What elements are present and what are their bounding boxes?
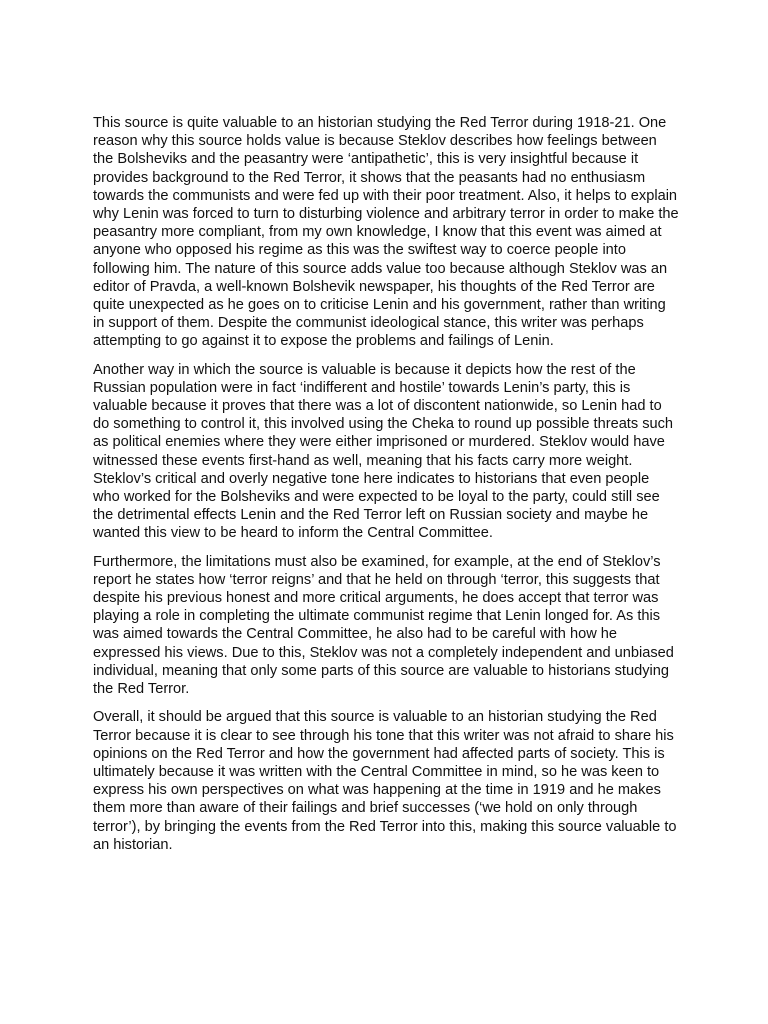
paragraph-2: Another way in which the source is valuable is because it depicts how the rest of the Russian population were in fact ‘indifferent and hostile’ towards Lenin’s party, this is valuable because it proves that there was a lot of discontent nationwide, so Lenin had to do something to control it, this involved using the Cheka to round up possible threats such as political enemies where they were either imprisoned or murdered. Steklov would have witnessed these events first-hand as well, meaning that his facts carry more weight. Steklov’s critical and overly negative tone here indicates to historians that even people who worked for the Bolsheviks and were expected to be loyal to the party, could still see the detrimental effects Lenin and the Red Terror left on Russian society and maybe he wanted this view to be heard to inform the Central Committee.	[93, 361, 674, 542]
paragraph-3: Furthermore, the limitations must also be examined, for example, at the end of Steklov’s report he states how ‘terror reigns’ and that he held on through ‘terror, this suggests that despite his previous honest and more critical arguments, he does accept that terror was playing a role in completing the ultimate communist regime that Lenin longed for. As this was aimed towards the Central Committee, he also had to be careful with how he expressed his views. Due to this, Steklov was not a completely independent and unbiased individual, meaning that only some parts of this source are valuable to historians studying the Red Terror.	[93, 553, 674, 698]
paragraph-4: Overall, it should be argued that this source is valuable to an historian studying the Red Terror because it is clear to see through his tone that this writer was not afraid to share his opinions on the Red Terror and how the government had affected parts of society. This is ultimately because it was written with the Central Committee in mind, so he was keen to express his own perspectives on what was happening at the time in 1919 and he makes them more than aware of their failings and brief successes (‘we hold on only through terror’), by bringing the events from the Red Terror into this, making this source valuable to an historian.	[93, 709, 677, 853]
paragraph-1: This source is quite valuable to an historian studying the Red Terror during 1918-21. One reason why this source holds value is because Steklov describes how feelings between the Bolsheviks and the peasantry were ‘antipathetic’, this is very insightful because it provides background to the Red Terror, it shows that the peasants had no enthusiasm towards the communists and were fed up with their poor treatment. Also, it helps to explain why Lenin was forced to turn to disturbing violence and arbitrary terror in order to make the peasantry more compliant, from my own knowledge, I know that this event was aimed at anyone who opposed his regime as this was the swiftest way to coerce people into following him. The nature of this source adds value too because although Steklov was an editor of Pravda, a well-known Bolshevik newspaper, his thoughts of the Red Terror are quite unexpected as he goes on to criticise Lenin and his government, rather than writing in support of them. Despite the communist ideological stance, this writer was perhaps attempting to go against it to expose the problems and failings of Lenin.	[93, 115, 679, 350]
document-body	[93, 114, 679, 864]
